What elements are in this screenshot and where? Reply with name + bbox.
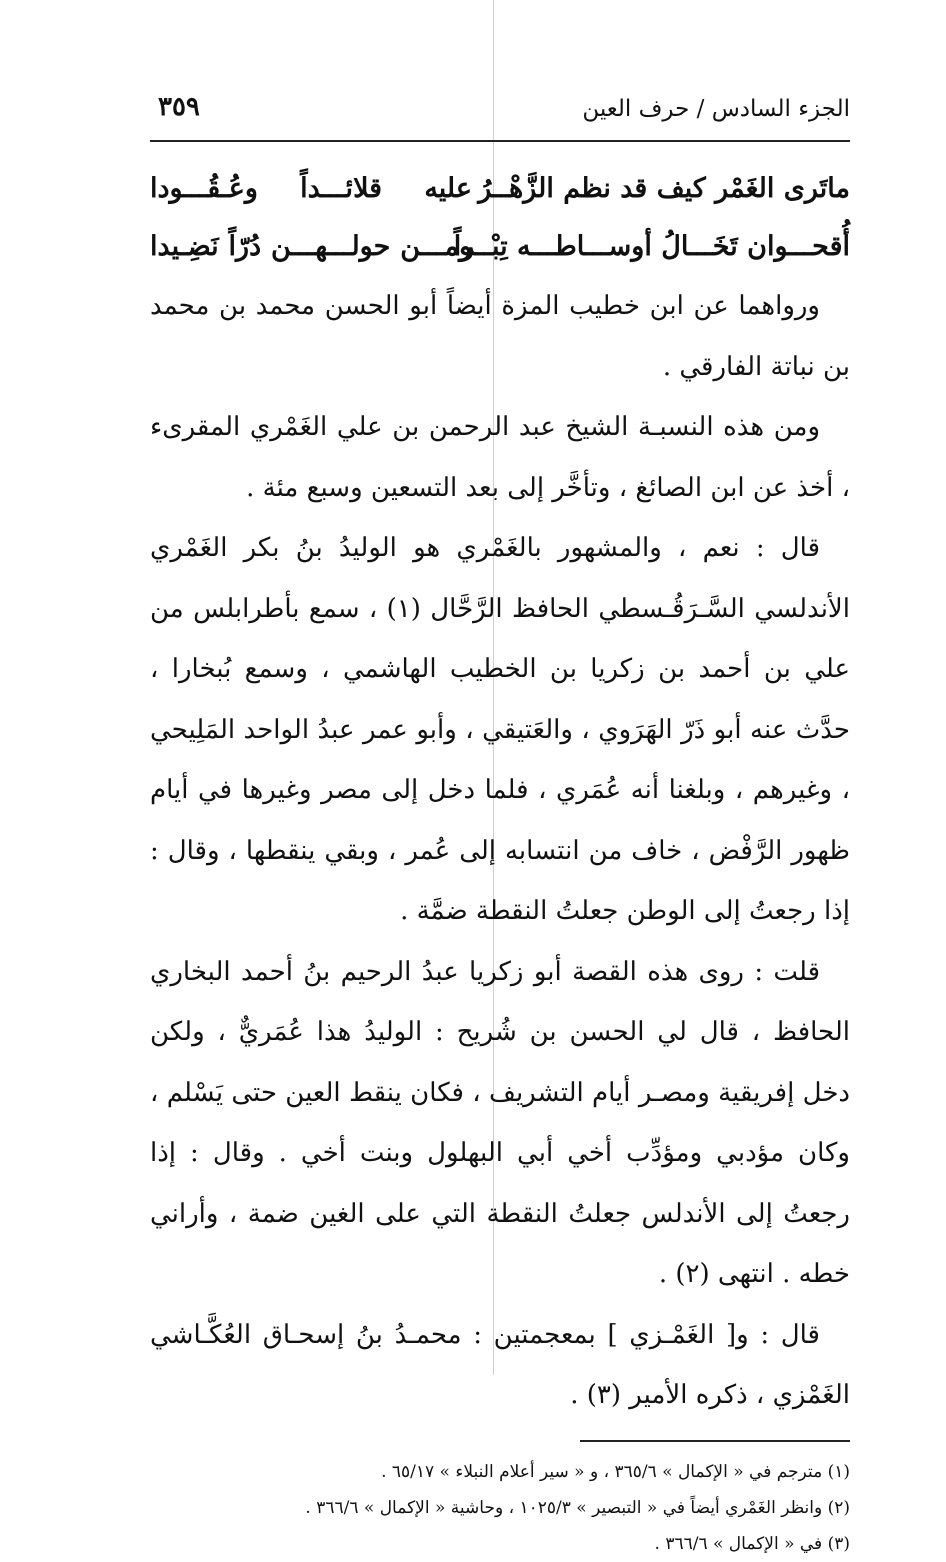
verse-first-hemistich: ماتَرى الغَمْر كيف قد نظم الزَّهْــرُ	[478, 173, 850, 204]
paragraph-walid-ghamri: قال : نعم ، والمشهور بالغَمْري هو الوليدُ بنُ بكر الغَمْري الأندلسي السَّـرَقُـسطي الحافظ الرَّحَّال (١) ، سمع بأطرابلس من علي بن أحمد بن زكريا بن الخطيب الهاشمي ، وسمع بُبخارا ، حدَّث عنه أبو ذَرّ الهَرَوي ، والعَتيقي ، وأبو عمر عبدُ الواحد المَلِيحي ، وغيرهم ، وبلغنا أنه عُمَري ، فلما دخل إلى مصر وغيرها في أيام ظهور الرَّفْض ، خاف من انتسابه إلى عُمر ، وبقي ينقطها ، وقال : إذا رجعتُ إلى الوطن جعلتُ النقطة ضمَّة .	[150, 533, 850, 926]
footnote-item: (٣) في « الإكمال » ٣٦٦/٦ .	[654, 1533, 850, 1554]
poem-verse	[150, 218, 850, 276]
poem-verse	[150, 160, 850, 218]
running-head-title: الجزء السادس / حرف العين	[582, 96, 850, 122]
book-page	[150, 80, 850, 1554]
paragraph-narration: ورواهما عن ابن خطيب المزة أيضاً أبو الحسن محمد بن محمد بن نباتة الفارقي .	[150, 291, 850, 382]
poem-block	[150, 160, 850, 276]
footnotes	[150, 1454, 850, 1562]
paragraph-bukhari-story: قلت : روى هذه القصة أبو زكريا عبدُ الرحيم بنُ أحمد البخاري الحافظ ، قال لي الحسن بن شُريح : الوليدُ هذا عُمَريٌّ ، ولكن دخل إفريقية ومصـر أيام التشريف ، فكان ينقط العين حتى يَسْلم ، وكان مؤدبي ومؤدِّب أخي أبي البهلول وبنت أخي . وقال : إذا رجعتُ إلى الأندلس جعلتُ النقطة التي على الغين ضمة ، وأراني خطه . انتهى (٢) .	[150, 956, 850, 1289]
running-head	[150, 80, 850, 142]
footnote-separator	[580, 1440, 850, 1442]
paragraph-ghamri-muqri: ومن هذه النسبـة الشيخ عبد الرحمن بن علي الغَمْري المقرىء ، أخذ عن ابن الصائغ ، وتأخَّر إلى بعد التسعين وسبع مئة .	[150, 412, 850, 503]
footnote-item: (٢) وانظر الغَمْري أيضاً في « التبصير » ١٠٢٥/٣ ، وحاشية « الإكمال » ٣٦٦/٦ .	[305, 1497, 850, 1518]
verse-second-hemistich: ومـــن حولـــهـــن دُرّاً نَضِـيدا	[150, 231, 472, 262]
verse-second-hemistich: عليه قلائـــداً وعُـقُـــودا	[150, 173, 472, 204]
page-number: ٣٥٩	[158, 92, 200, 122]
footnote-item: (١) مترجم في « الإكمال » ٣٦٥/٦ ، و « سير أعلام النبلاء » ٦٥/١٧ .	[381, 1461, 850, 1482]
verse-first-hemistich: أُقحـــوان تَخَـــالُ أوســـاطـــه تِبْــراً	[453, 231, 850, 262]
paragraph-ghamzi: قال : و[ الغَمْـزي ] بمعجمتين : محمـدُ بنُ إسحـاق العُكَّـاشي الغَمْزي ، ذكره الأمير (٣) .	[150, 1319, 850, 1410]
